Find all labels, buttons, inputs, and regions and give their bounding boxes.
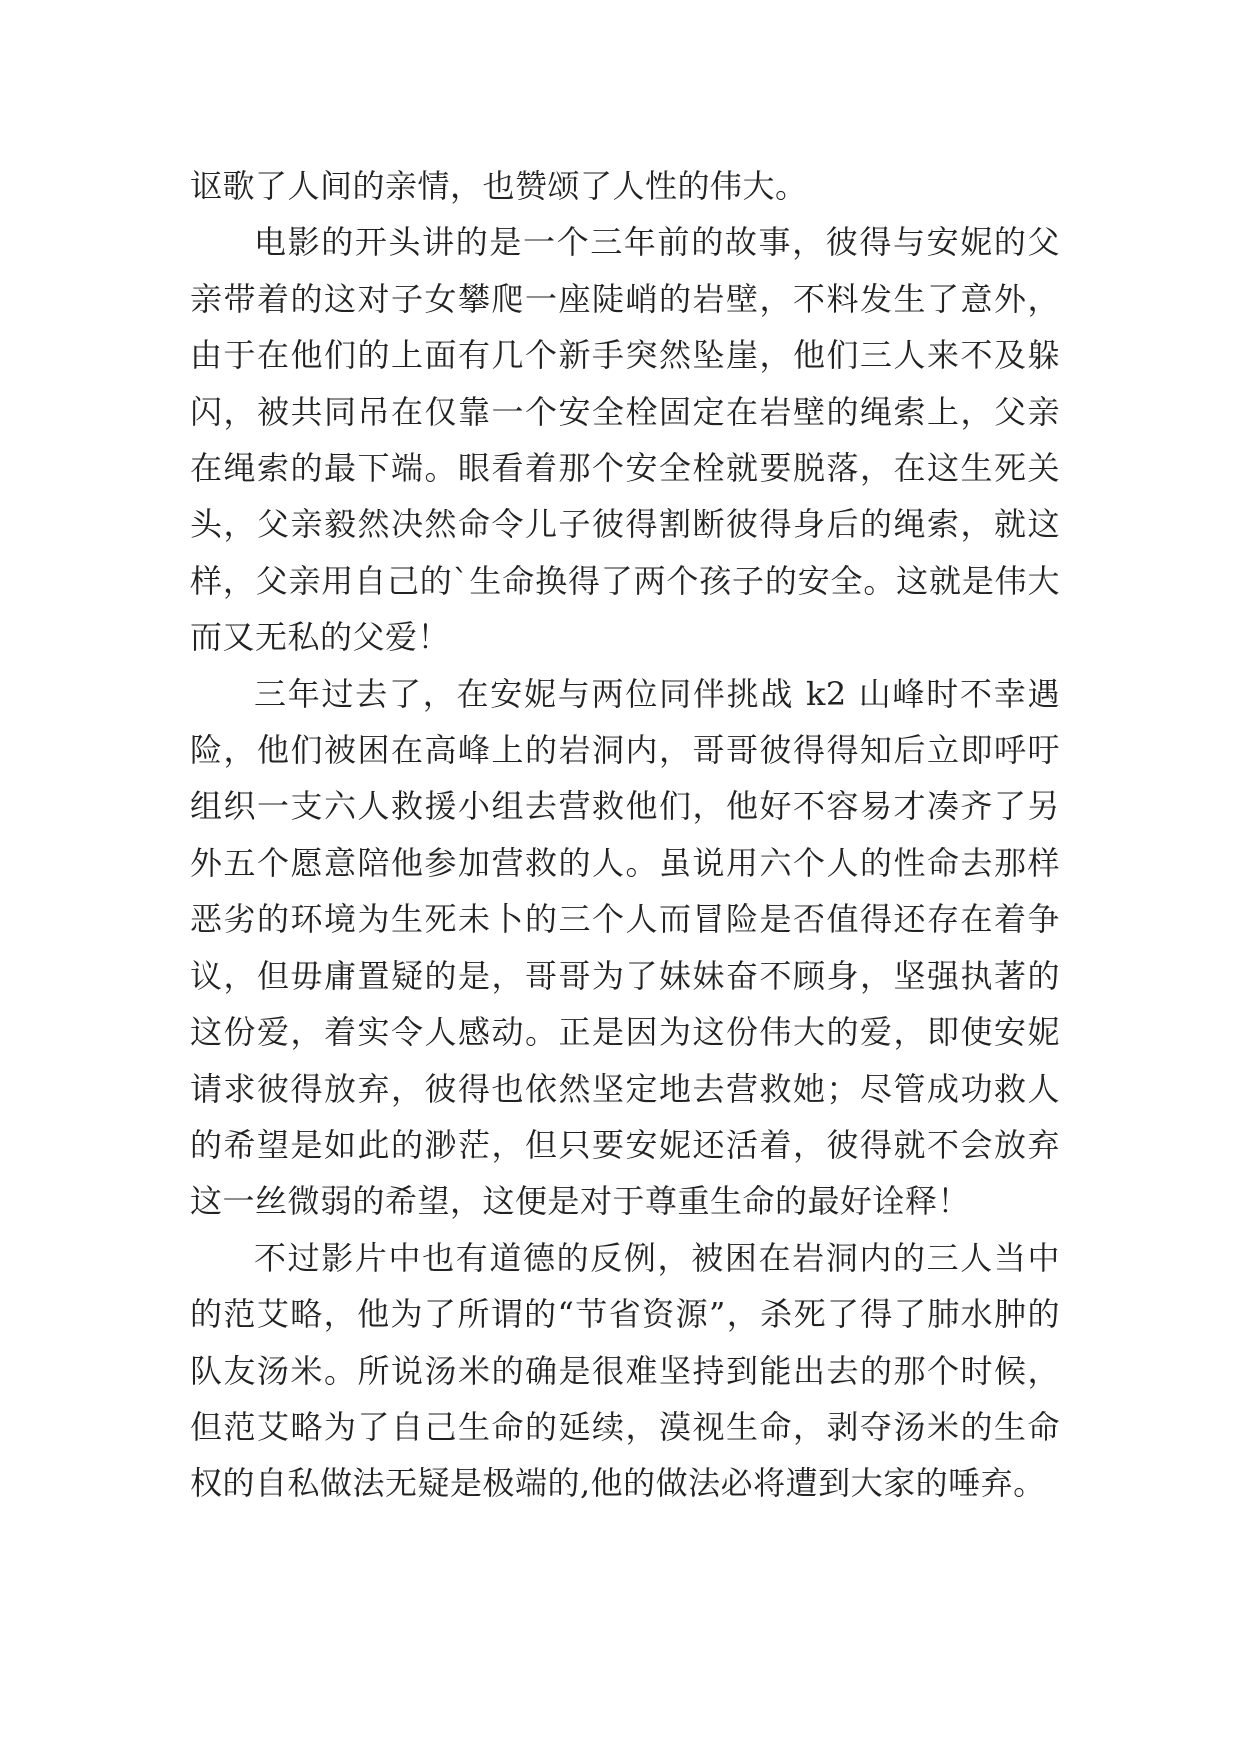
paragraph-counterexample: 不过影片中也有道德的反例，被困在岩洞内的三人当中的范艾略，他为了所谓的“节省资源”，杀死了得了肺水肿的队友汤米。所说汤米的确是很难坚持到能出去的那个时候，但范艾略为了自己生命的延续，漠视生命，剥夺汤米的生命权的自私做法无疑是极端的,他的做法必将遭到大家的唾弃。 [190,1238,1060,1503]
paragraph-rescue: 三年过去了，在安妮与两位同伴挑战 k2 山峰时不幸遇险，他们被困在高峰上的岩洞内，哥哥彼得得知后立即呼吁组织一支六人救援小组去营救他们，他好不容易才凑齐了另外五个愿意陪他参加营救的人。虽说用六个人的性命去那样恶劣的环境为生死未卜的三个人而冒险是否值得还存在着争议，但毋庸置疑的是，哥哥为了妹妹奋不顾身，坚强执著的这份爱，着实令人感动。正是因为这份伟大的爱，即使安妮请求彼得放弃，彼得也依然坚定地去营救她；尽管成功救人的希望是如此的渺茫，但只要安妮还活着，彼得就不会放弃这一丝微弱的希望，这便是对于尊重生命的最好诠释！ [190,674,1060,1221]
document-body [190,158,1060,1512]
paragraph-opening-story: 电影的开头讲的是一个三年前的故事，彼得与安妮的父亲带着的这对子女攀爬一座陡峭的岩壁，不料发生了意外，由于在他们的上面有几个新手突然坠崖，他们三人来不及躲闪，被共同吊在仅靠一个安全栓固定在岩壁的绳索上，父亲在绳索的最下端。眼看着那个安全栓就要脱落，在这生死关头，父亲毅然决然命令儿子彼得割断彼得身后的绳索，就这样，父亲用自己的`生命换得了两个孩子的安全。这就是伟大而又无私的父爱！ [190,223,1060,657]
paragraph-continued: 讴歌了人间的亲情，也赞颂了人性的伟大。 [190,167,808,205]
